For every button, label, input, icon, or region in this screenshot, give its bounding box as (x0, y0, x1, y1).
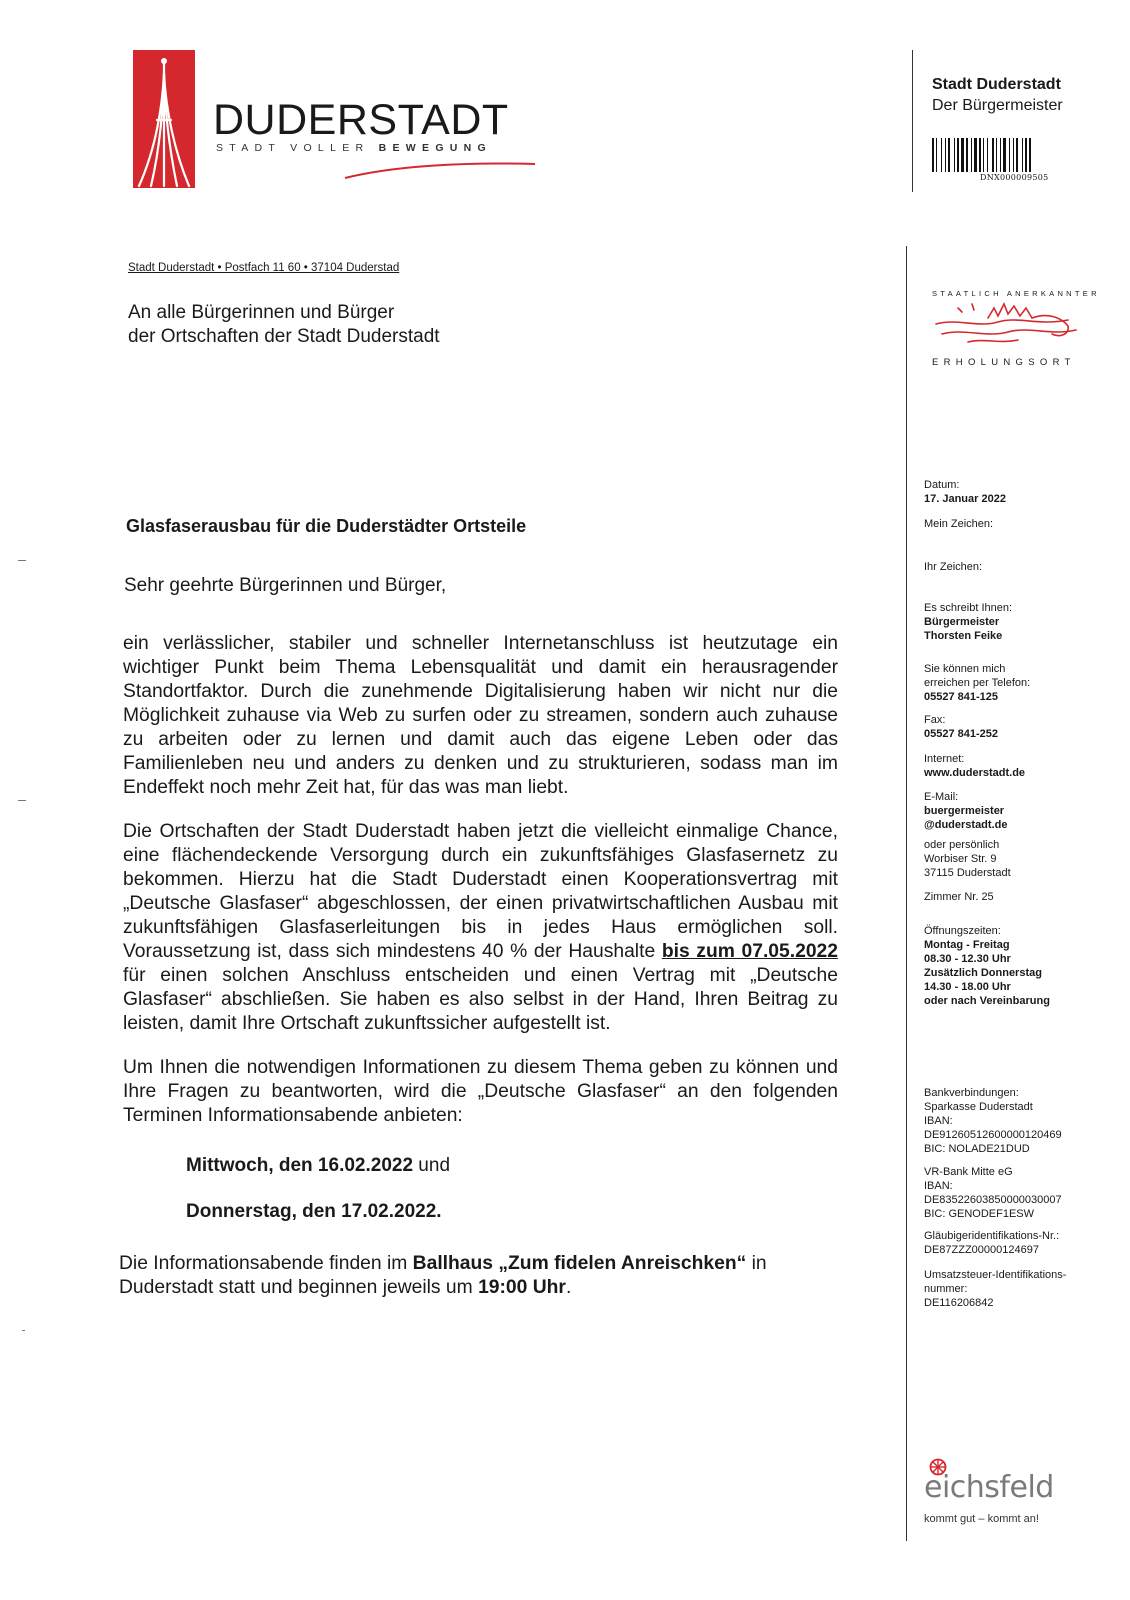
start-time: 19:00 Uhr (478, 1277, 566, 1298)
fold-mark-lower (22, 1330, 25, 1331)
punch-mark (18, 800, 26, 801)
paragraph-4: Die Informationsabende finden im Ballhaus „Zum fidelen Anreischken“ in Duderstadt statt und beginnen jeweils um 19:00 Uhr. (119, 1253, 767, 1298)
room-number: Zimmer Nr. 25 (924, 891, 994, 903)
erholungsort-badge (928, 288, 1086, 368)
venue: Ballhaus „Zum fidelen Anreischken“ (412, 1253, 747, 1274)
logo-tagline: STADT VOLLER BEWEGUNG (216, 142, 493, 154)
your-reference: Ihr Zeichen: (924, 561, 983, 573)
eichsfeld-slogan: kommt gut – kommt an! (924, 1513, 1039, 1525)
fold-mark (18, 560, 26, 561)
badge-top-text: STAATLICH ANERKANNTER (932, 289, 1100, 298)
deadline: bis zum 07.05.2022 (661, 941, 839, 962)
website-link: www.duderstadt.de (924, 767, 1026, 779)
header-office: Der Bürgermeister (932, 97, 1063, 114)
logo-wordmark: DUDERSTADT (213, 96, 509, 144)
barcode-number: DNX000009505 (980, 173, 1049, 182)
writer-block: Es schreibt Ihnen: Bürgermeister Thorsten Feike (924, 602, 1013, 642)
bank-block-1: Bankverbindungen: Sparkasse Duderstadt IBAN: DE91260512600000120469 BIC: NOLADE21DUD (924, 1087, 1062, 1155)
bank-block-2: VR-Bank Mitte eG IBAN: DE83522603850000030007 BIC: GENODEF1ESW (924, 1166, 1062, 1220)
fax-block: Fax: 05527 841-252 (924, 714, 999, 740)
salutation: Sehr geehrte Bürgerinnen und Bürger, (124, 575, 447, 596)
phone-block: Sie können mich erreichen per Telefon: 05527 841-125 (924, 663, 1031, 703)
date-block: Datum: 17. Januar 2022 (924, 479, 1006, 505)
paragraph-2: Die Ortschaften der Stadt Duderstadt haben jetzt die vielleicht einmalige Chance, eine flächendeckende Versorgung durch ein zukunftsfähiges Glasfasernetz zu bekommen. Hierzu hat die Stadt Duderstadt einen Kooperationsvertrag mit „Deutsche Glasfaser“ abgeschlossen, der einen privatwirtschaftlichen Ausbau mit zukunftsfähigen Glasfaserleitungen bis in jedes Haus ermöglichen soll. Voraussetzung ist, dass sich mindestens 40 % der Haushalte bis zum 07.05.2022 für einen solchen Anschluss entscheiden und einen Vertrag mit „Deutsche Glasfaser“ abschließen. Sie haben es also selbst in der Hand, Ihren Beitrag zu leisten, damit Ihre Ortschaft zukunftssicher aufgestellt ist. (123, 821, 839, 1034)
creditor-id: Gläubigeridentifikations-Nr.: DE87ZZZ00000124697 (924, 1230, 1060, 1256)
email-block: E-Mail: buergermeister @duderstadt.de (924, 791, 1008, 831)
subject-line: Glasfaserausbau für die Duderstädter Ortsteile (126, 516, 527, 536)
header-divider (912, 50, 913, 192)
sender-line: Stadt Duderstadt • Postfach 11 60 • 37104 Duderstad (128, 262, 400, 274)
paragraph-1: ein verlässlicher, stabiler und schneller Internetanschluss ist heutzutage ein wichtiger Punkt beim Thema Lebensqualität und damit ein herausragender Standortfaktor. Durch die zunehmende Digitalisierung haben wir nicht nur die Möglichkeit zuhause via Web zu surfen oder zu streamen, sondern auch zuhause zu arbeiten oder zu lernen und damit auch das eigene Leben oder das Familienleben neu und anders zu denken und zu strukturieren, sodass man im Endeffekt noch mehr Zeit hat, für das was man liebt. (123, 633, 838, 798)
barcode (932, 138, 1092, 172)
my-reference: Mein Zeichen: (924, 518, 994, 530)
recipient-line-2: der Ortschaften der Stadt Duderstadt (128, 326, 440, 347)
header-city: Stadt Duderstadt (932, 76, 1061, 93)
recipient-line-1: An alle Bürgerinnen und Bürger (128, 302, 395, 323)
sidebar-divider (906, 246, 907, 1541)
paragraph-3: Um Ihnen die notwendigen Informationen zu diesem Thema geben zu können und Ihre Fragen zu beantworten, wird die „Deutsche Glasfaser“ an den folgenden Terminen Informationsabende anbieten: (123, 1057, 838, 1126)
vat-id: Umsatzsteuer-Identifikations- nummer: DE116206842 (924, 1269, 1067, 1309)
opening-hours: Öffnungszeiten: Montag - Freitag 08.30 - 12.30 Uhr Zusätzlich Donnerstag 14.30 - 18.00 Uhr oder nach Vereinbarung (924, 925, 1050, 1007)
visit-block: oder persönlich Worbiser Str. 9 37115 Duderstadt (924, 839, 1011, 879)
badge-bottom-text: ERHOLUNGSORT (932, 357, 1076, 368)
internet-block: Internet: www.duderstadt.de (924, 752, 1104, 780)
event-date-1: Mittwoch, den 16.02.2022 und (186, 1155, 451, 1176)
eichsfeld-wordmark: eichsfeld (924, 1470, 1054, 1505)
event-date-2: Donnerstag, den 17.02.2022. (186, 1201, 442, 1222)
